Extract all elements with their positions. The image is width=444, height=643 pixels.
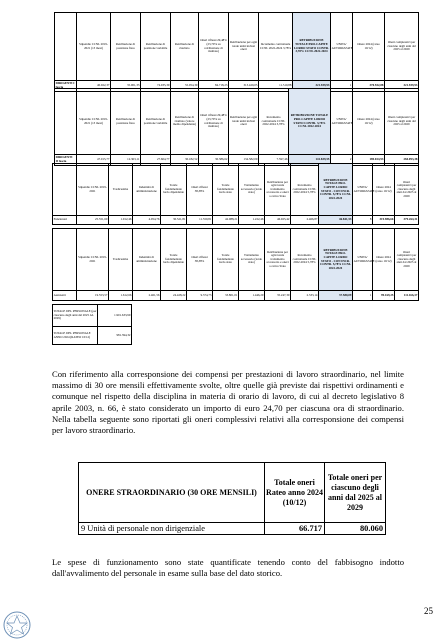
value-cell: 42.088,21 [213,216,239,225]
header-cell: UNITA' AUTORIZZATE [353,164,373,216]
header-cell: Retribuzione per ogni totale unità inclusi oneri [229,89,259,155]
totals-table [52,304,132,345]
header-cell: Stipendio CCNL 2019-2021 (13 mesi) [77,89,111,155]
header-cell: Onere 2024 (rateo 10/12) [373,229,395,291]
value-cell: 141.839,55 [289,155,331,166]
value-cell: 1.912,46 [109,216,133,225]
value-cell: 19.553,57 [77,291,109,301]
value-cell: 2.333,14 [291,291,319,301]
row-label: Assistenti [53,291,77,301]
header-cell: Onere 2024 (rateo 10/12) [353,89,385,155]
value-cell: 46.925,42 [265,216,291,225]
header-cell: UNITA' AUTORIZZATE [331,89,353,155]
value-cell: 47.015,77 [77,155,111,166]
value-cell: 111.166,37 [395,291,419,301]
value-cell: 1 [331,81,353,92]
value-cell: 84.718,23 [199,81,229,92]
header-cell: RETRIBUZIONE TOTALE PRO-CAPITE LORDO STATO CONTR. 3,78% CCNL 2022-2024 [289,89,331,155]
value-cell: 35.001,33 [111,81,141,92]
value-cell: 9.374,73 [187,291,213,301]
header-cell: Indennità di amministrazione [133,229,161,291]
value-cell: 1.446,29 [239,291,265,301]
emblem-seal-icon [2,610,32,640]
header-cell: Totale fondamentale lordo dipendente [161,164,187,216]
header-cell: Totale fondamentale lordo stato [213,229,239,291]
header-cell: Retribuzione di posizione variabile [141,13,171,81]
value-cell: 12.363,11 [111,155,141,166]
header-cell: Oneri riflessi 38,38% [187,229,213,291]
header-cell: Trattamento accessorio (lordo stato) [239,164,265,216]
dirigenti-i-fascia-table [54,12,419,92]
header-cell: Incremento contrattuale CCNL 2022-2024 3,78% [259,89,289,155]
total-label: TOTALE DEL PERSONALE (per ciascuno degli anni dal 2025 AL 2029) [53,305,98,327]
value-cell: 2 [331,155,353,166]
body-paragraph: Le spese di funzionamento sono state quantificate tenendo conto del fabbisogno indotto dall'avvalimento del personale in esame sulla base del dato storico. [52,557,404,579]
value-cell: 30.386,62 [199,155,229,166]
header-cell: Oneri complessivi per ciascuno degli anni dal 2025 al 2029 [395,164,419,216]
value-cell: 189.024,93 [353,155,385,166]
value-cell: 2.461,56 [133,291,161,301]
value-cell: 321.939,93 [293,81,331,92]
header-cell: Tredicesima [109,164,133,216]
page-number: 25 [424,606,433,616]
header-cell: Onere 2024 (rateo 10/12) [353,13,385,81]
value-cell: 55.054,39 [171,81,199,92]
header-corner [55,89,77,155]
onere-header-2025: Totale oneri per ciascuno degli anni dal 2025 al 2029 [325,463,386,523]
row-label: DIRIGENTI I fascia [55,81,77,92]
value-cell: 7.597,46 [259,155,289,166]
header-cell: Retribuzione di posizione variabile [141,89,171,155]
value-cell: 24.428,22 [161,291,187,301]
value-cell: 11.550,81 [187,216,213,225]
header-cell: Totale fondamentale lordo dipendente [161,229,187,291]
row-label: Funzionari [53,216,77,225]
onere-row-2025: 80.060 [325,523,386,535]
header-cell: Stipendio CCNL 2019-2021 [77,164,109,216]
header-cell: Oneri complessivi per ciascuno degli anni dal 2025 al 2029 [385,13,419,81]
value-cell: 8 [353,216,373,225]
value-cell: 99.169,25 [373,291,395,301]
onere-header-main: ONERE STRAORDINARIO (30 ORE MENSILI) [79,463,265,523]
header-cell: RETRIBUZIONE TOTALE PRO-CAPITE LORDO STATO - CON INCR. CONTR. 5,78% CCNL 2022-2024 [319,164,353,216]
header-cell: Stipendio CCNL 2019-2021 [77,229,109,291]
value-cell: 2.466,87 [291,216,319,225]
body-paragraph: Con riferimento alla corresponsione dei compensi per prestazioni di lavoro straordinario, nel limite massimo di 30 ore mensili effettivamente svolte, oltre quelle già previste dai rispettivi ordinamenti e comunque nel rispetto della disciplina in materia di orario di lavoro, di cui al decreto legislativo 8 aprile 2003, n. 66, è stato considerato un importo di euro 24,70 per ciascuna ora di straordinario. Nella tabella seguente sono riportati gli oneri complessivi relativi alla corresponsione dei compensi per lavoro straordinario. [52,369,404,436]
header-cell: Trattamento accessorio (lordo stato) [239,229,265,291]
header-cell: Oneri riflessi 29,48% (23,70% su retribuzione di risultato) [199,89,229,155]
value-cell: 321.939,93 [385,81,419,92]
header-cell: Retribuzione di posizione fissa [111,89,141,155]
header-cell: Oneri riflessi 29,48% (23,70% su retribuzione di risultato) [199,13,229,81]
onere-row-2024: 66.717 [265,523,325,535]
header-cell: Oneri complessivi per ciascuno degli anni dal 2025 al 2029 [395,229,419,291]
dirigenti-ii-fascia-table [54,88,419,166]
header-cell: Incremento contrattuale CCNL 2022-2024 3,78% [259,13,293,81]
header-cell: RETRIBUZIONE TOTALE PRO-CAPITE LORDO STATO CONTR. 3,78% CCNL 2022-2024 [293,13,331,81]
header-corner [55,13,77,81]
total-value: 981.394,32 [98,327,132,345]
onere-header-2024: Totale oneri Rateo anno 2024 (10/12) [265,463,325,523]
value-cell: 25.551,60 [77,216,109,225]
value-cell: 35.247,30 [265,291,291,301]
value-cell: 74.935,39 [141,81,171,92]
header-cell: Totale fondamentale lordo stato [213,164,239,216]
header-cell: Retribuzione per ogni totale trattamento accessorio e oneri a carico Stato [265,164,291,216]
value-cell: 37.580,09 [319,291,353,301]
row-label: DIRIGENTI II fascia [55,155,77,166]
value-cell: 40.022,37 [77,81,111,92]
value-cell: 1.612,66 [109,291,133,301]
value-cell: 319.986,66 [373,216,395,225]
header-corner [53,164,77,216]
value-cell: 30.182,52 [171,155,199,166]
value-cell: 4.054,76 [133,216,161,225]
value-cell: 284.093,38 [385,155,419,166]
header-cell: Retribuzione di risultato (valore medio dipendente) [171,89,199,155]
total-value: 1.901.633,99 [98,305,132,327]
header-cell: Retribuzione di risultato [171,13,199,81]
onere-row-label: 9 Unità di personale non dirigenziale [79,523,265,535]
header-cell: Retribuzione di posizione fissa [111,13,141,81]
onere-straordinario-table [78,462,386,535]
value-cell: 379.264,31 [395,216,419,225]
header-cell: UNITA' AUTORIZZATE [353,229,373,291]
header-cell: Oneri riflessi 38,38% [187,164,213,216]
header-cell: Indennità di amministrazione [133,164,161,216]
header-cell: Onere 2024 (rateo 10/12) [373,164,395,216]
header-cell: Oneri complessivi per ciascuno degli anni dal 2025 al 2029 [385,89,419,155]
value-cell: 30.521,81 [161,216,187,225]
value-cell: 33.801,01 [213,291,239,301]
header-cell: UNITA' AUTORIZZATE [331,13,353,81]
header-cell: Incremento contrattuale CCNL 2022-2024 5,78% [291,164,319,216]
value-cell: 27.604,77 [141,155,171,166]
header-cell: Tredicesima [109,229,133,291]
funzionari-table [52,163,419,225]
value-cell: 11.510,88 [259,81,293,92]
value-cell: 134.582,09 [229,155,259,166]
assistenti-table [52,228,419,301]
value-cell: 1 [353,291,373,301]
header-corner [53,229,77,291]
value-cell: 370.552,88 [353,81,385,92]
header-cell: RETRIBUZIONE TOTALE PRO-CAPITE LORDO STATO - CON INCR. CONTR. 5,78% CCNL 2022-2024 [319,229,353,291]
value-cell: 46.841,53 [319,216,353,225]
value-cell: 313.429,05 [229,81,259,92]
header-cell: Incremento contrattuale CCNL 2022-2024 5,78% [291,229,319,291]
total-label: TOTALE DEL PERSONALE ANNO 2024 (RATEO 10/12) [53,327,98,345]
header-cell: Stipendio CCNL 2019-2021 (13 mesi) [77,13,111,81]
value-cell: 1.222,46 [239,216,265,225]
header-cell: Retribuzione per ogni totale trattamento accessorio e oneri a carico Stato [265,229,291,291]
header-cell: Retribuzione per ogni totale unità inclusi oneri [229,13,259,81]
